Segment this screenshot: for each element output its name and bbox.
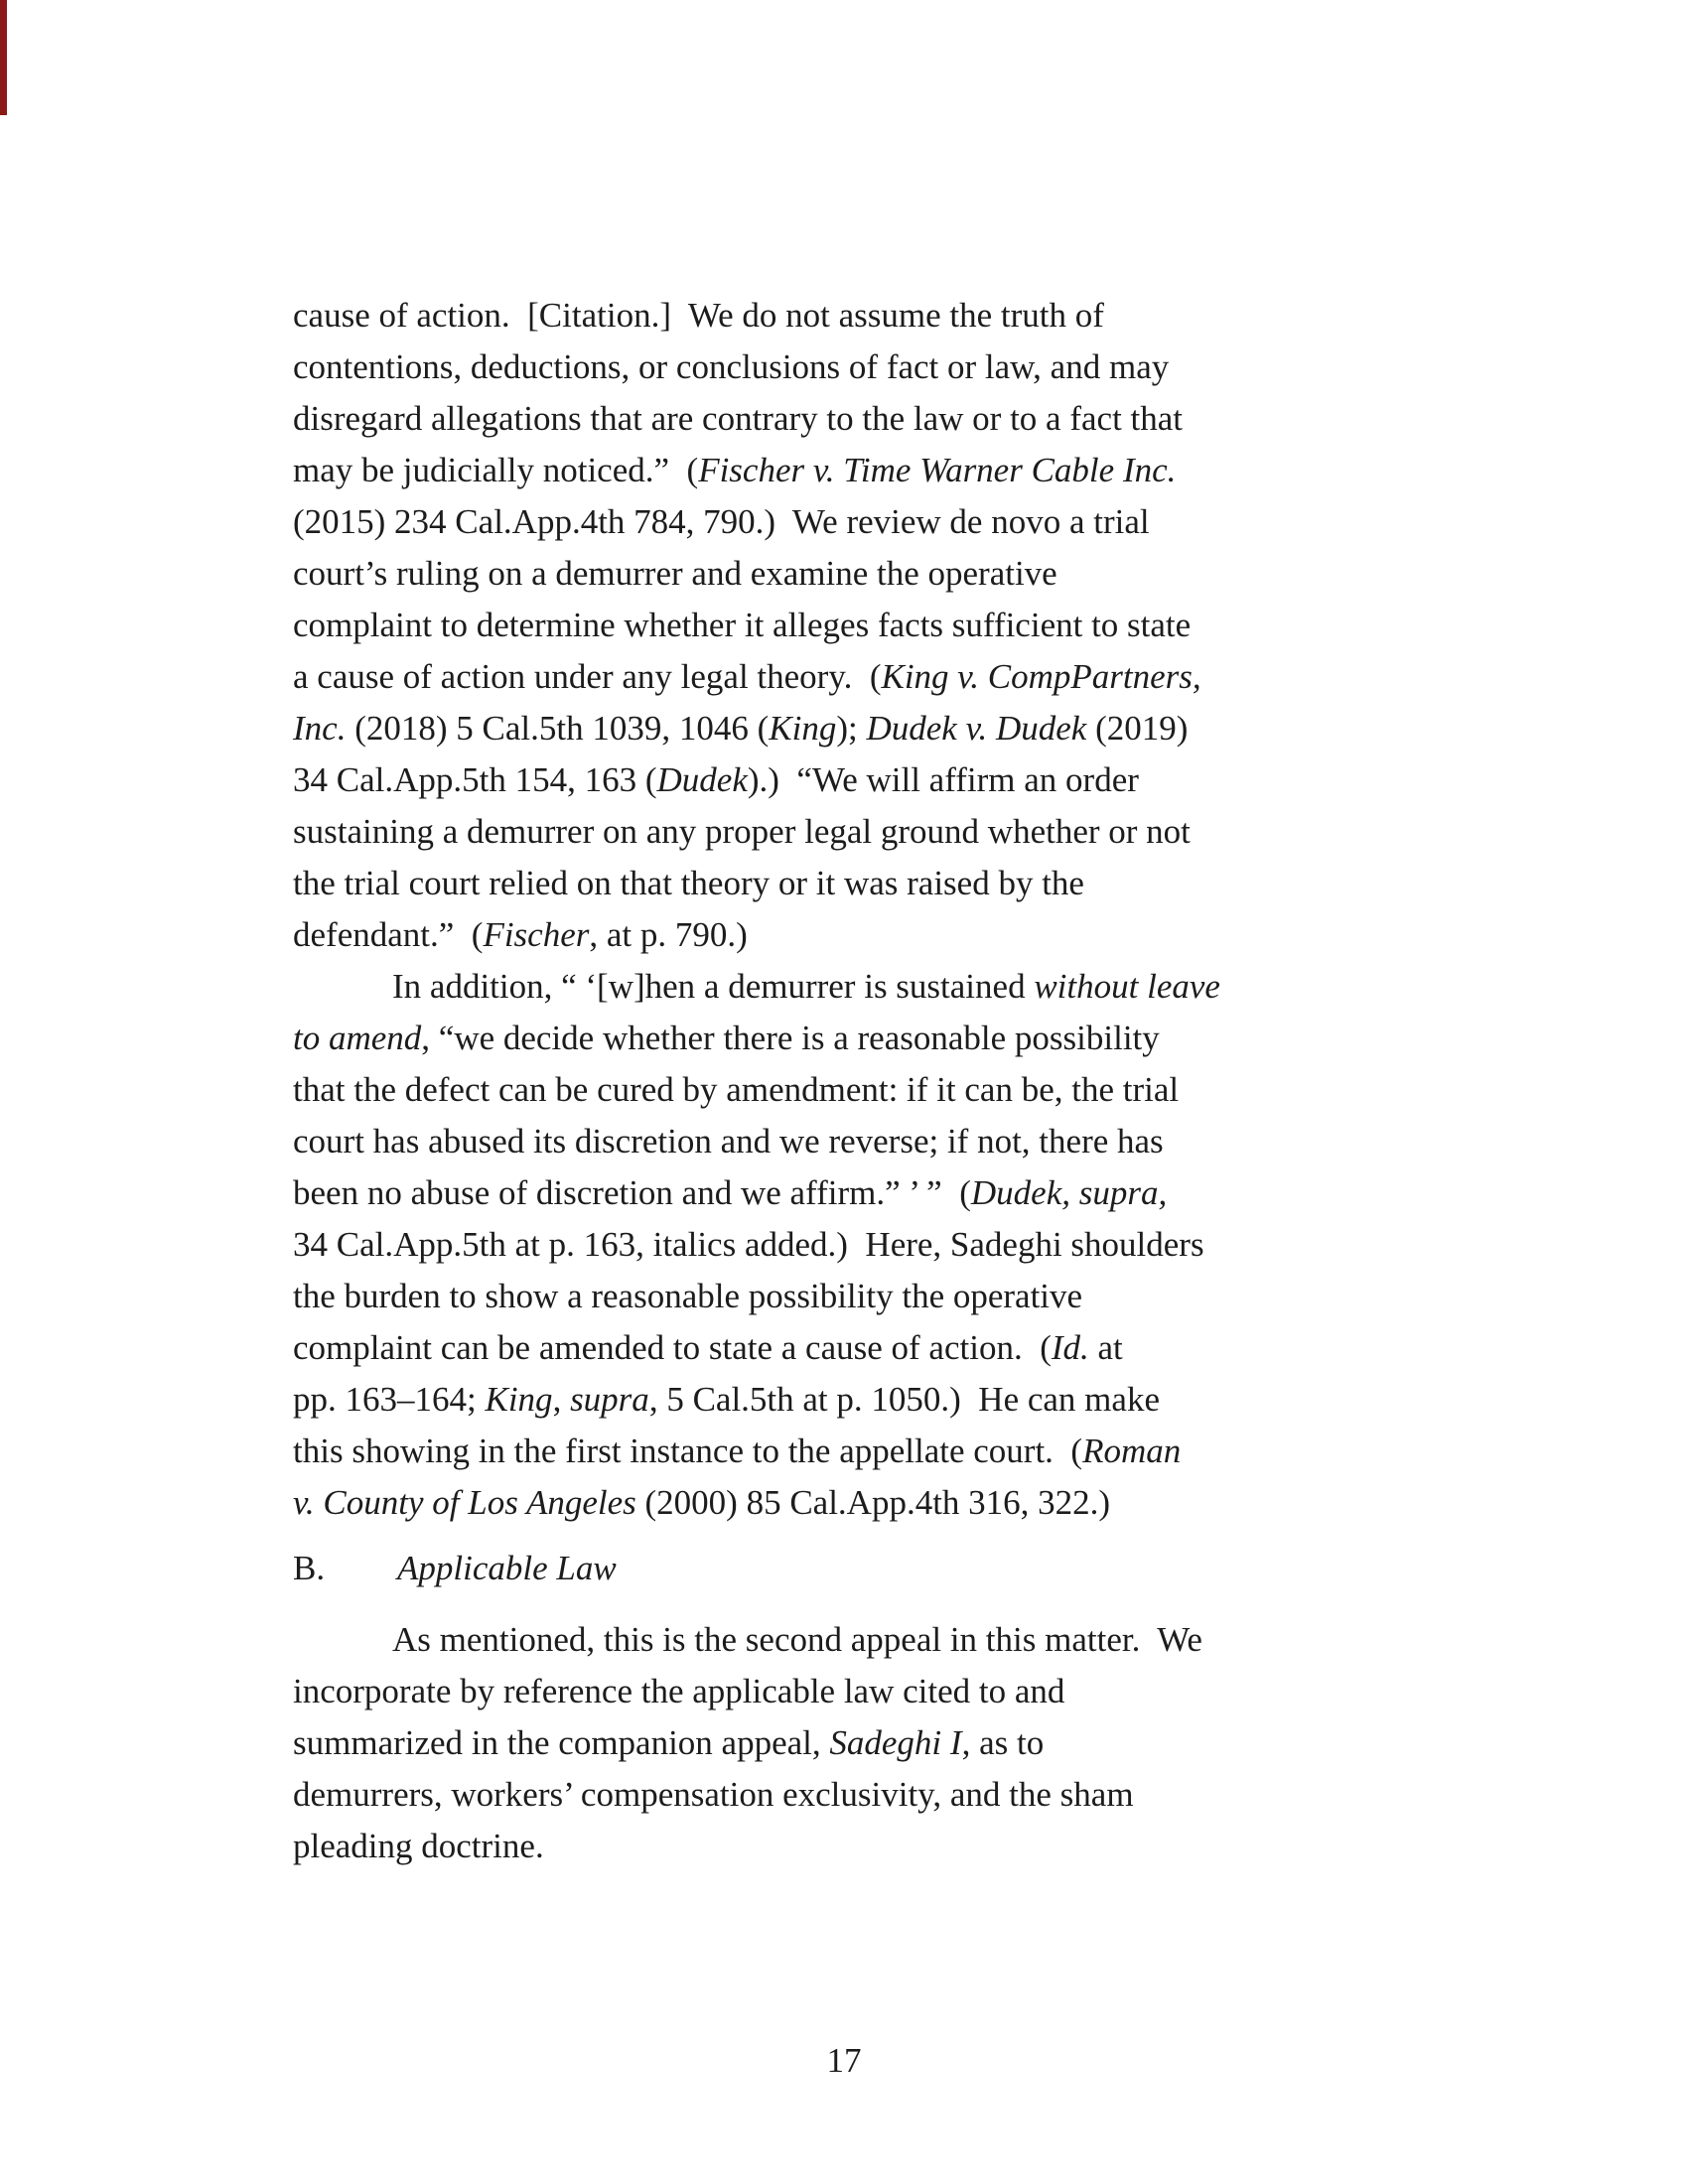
text-line: court’s ruling on a demurrer and examine the operative [293, 554, 1057, 593]
section-heading-number: B. [293, 1549, 326, 1587]
text-line: incorporate by reference the applicable law cited to and [293, 1672, 1065, 1710]
text-line: disregard allegations that are contrary to the law or to a fact that [293, 399, 1184, 438]
text-line: complaint to determine whether it alleges facts sufficient to state [293, 606, 1192, 644]
text-line: In addition, “ ‘[w]hen a demurrer is sustained without leave [392, 967, 1220, 1006]
text-line: As mentioned, this is the second appeal in this matter. We [392, 1620, 1202, 1659]
text-line: contentions, deductions, or conclusions of fact or law, and may [293, 347, 1170, 386]
text-line: summarized in the companion appeal, Sadeghi I, as to [293, 1723, 1045, 1762]
text-line: been no abuse of discretion and we affirm.” ’ ” (Dudek, supra, [293, 1173, 1168, 1212]
text-block [293, 290, 1405, 1872]
text-line: defendant.” (Fischer, at p. 790.) [293, 915, 748, 954]
text-line: sustaining a demurrer on any proper legal ground whether or not [293, 812, 1191, 851]
text-line: the trial court relied on that theory or it was raised by the [293, 864, 1084, 902]
text-line: that the defect can be cured by amendment: if it can be, the trial [293, 1070, 1180, 1109]
page-number: 17 [826, 2041, 862, 2080]
text-line: cause of action. [Citation.] We do not assume the truth of [293, 296, 1104, 335]
text-line: court has abused its discretion and we reverse; if not, there has [293, 1122, 1164, 1160]
text-line: complaint can be amended to state a cause of action. (Id. at [293, 1328, 1123, 1367]
text-line: a cause of action under any legal theory. (King v. CompPartners, [293, 657, 1201, 696]
section-heading-title: Applicable Law [397, 1549, 617, 1587]
text-line: pp. 163–164; King, supra, 5 Cal.5th at p. 1050.) He can make [293, 1380, 1160, 1419]
text-line: this showing in the first instance to the appellate court. (Roman [293, 1432, 1182, 1470]
text-line: the burden to show a reasonable possibility the operative [293, 1277, 1083, 1315]
text-line: pleading doctrine. [293, 1827, 544, 1865]
section-heading [293, 1543, 1405, 1594]
text-line: 34 Cal.App.5th at p. 163, italics added.) Here, Sadeghi shoulders [293, 1225, 1204, 1264]
red-edge-artifact [0, 0, 7, 115]
text-line: Inc. (2018) 5 Cal.5th 1039, 1046 (King); Dudek v. Dudek (2019) [293, 709, 1189, 748]
text-line: v. County of Los Angeles (2000) 85 Cal.App.4th 316, 322.) [293, 1483, 1111, 1522]
text-line: demurrers, workers’ compensation exclusivity, and the sham [293, 1775, 1134, 1814]
text-line: to amend, “we decide whether there is a reasonable possibility [293, 1019, 1160, 1057]
text-line: (2015) 234 Cal.App.4th 784, 790.) We review de novo a trial [293, 502, 1150, 541]
text-line: 34 Cal.App.5th 154, 163 (Dudek).) “We will affirm an order [293, 760, 1139, 799]
text-line: may be judicially noticed.” (Fischer v. Time Warner Cable Inc. [293, 451, 1177, 489]
